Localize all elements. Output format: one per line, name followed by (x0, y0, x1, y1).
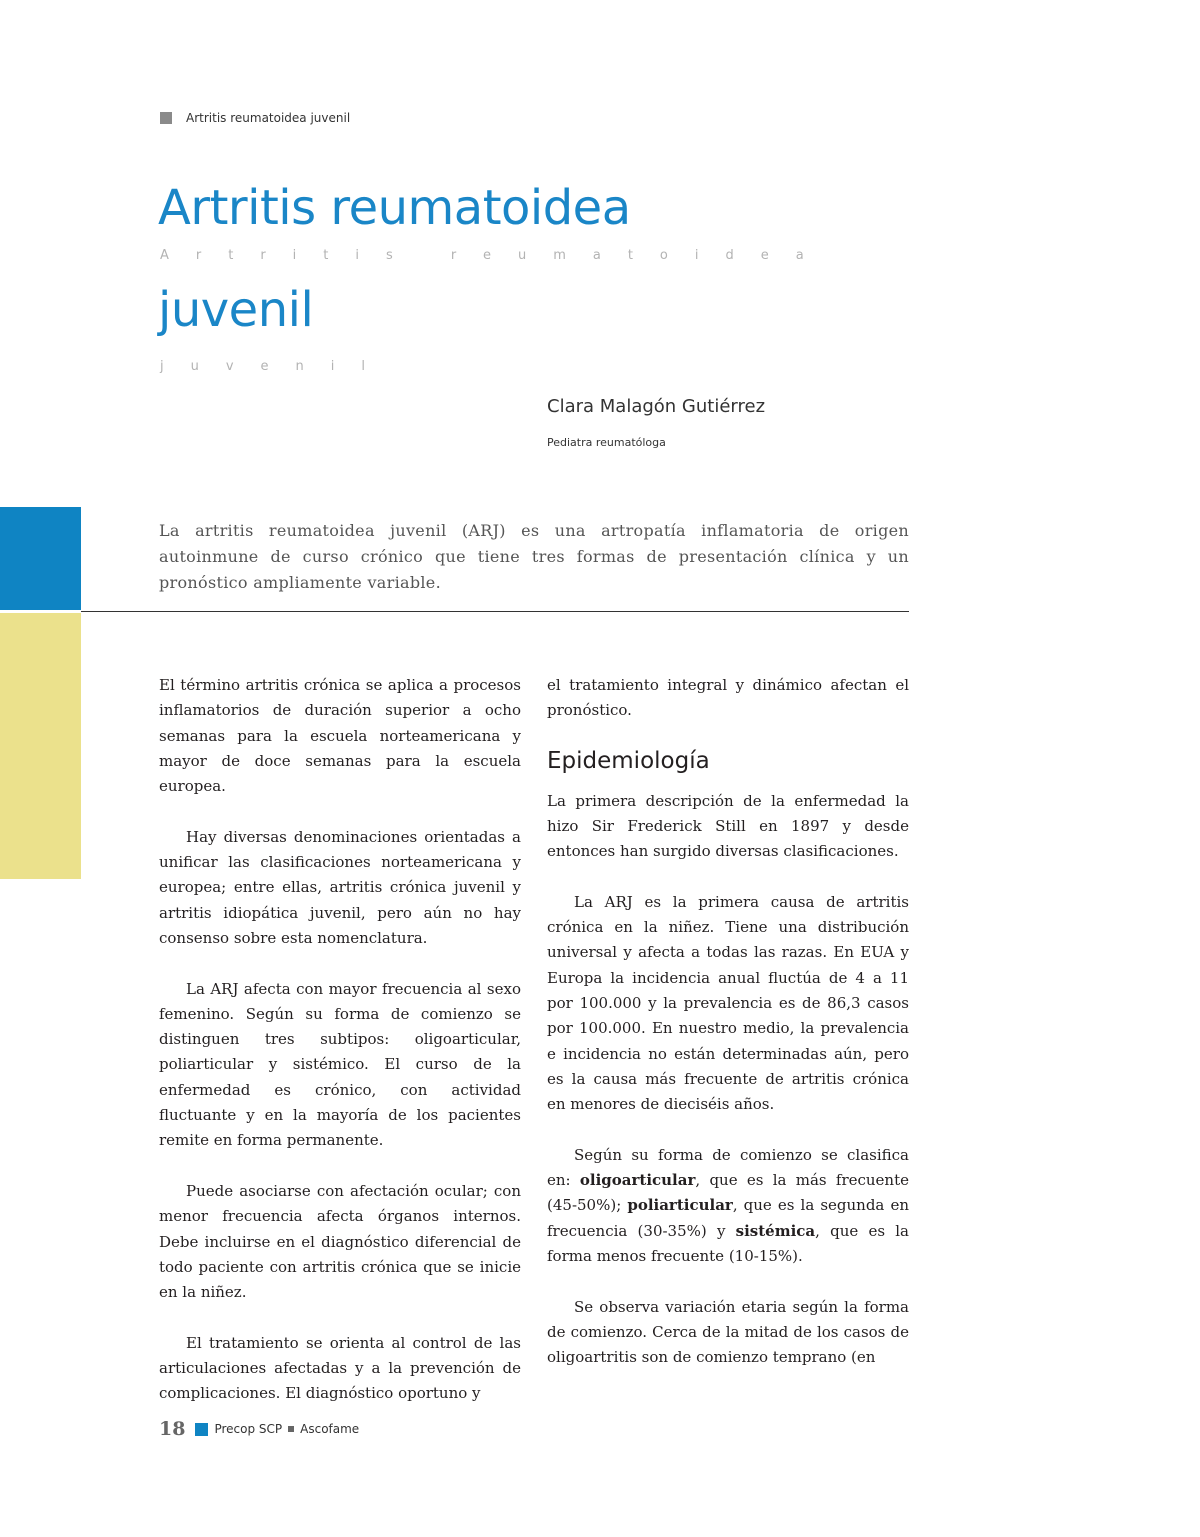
paragraph: La ARJ afecta con mayor frecuencia al sexo femenino. Según su forma de comienzo se distinguen tres subtipos: oligoarticular, poliarticular y sistémico. El curso de la enfermedad es crónico, con actividad fluctuante y en la mayoría de los pacientes remite en forma permanente. (159, 979, 521, 1150)
author-name: Clara Malagón Gutiérrez (547, 396, 766, 417)
right-column (547, 673, 909, 1370)
publication-name: Precop SCP (214, 1422, 283, 1436)
text-run: , que es la forma menos frecuente (10-15%). (547, 1221, 909, 1265)
article-title-line1-ghost: Artritis reumatoidea (160, 248, 831, 263)
footer (159, 1418, 359, 1440)
term-oligoarticular: oligoarticular (579, 1171, 696, 1190)
side-bar-yellow (0, 613, 81, 879)
text-run: Según su forma de comienzo se clasifica en: (547, 1145, 909, 1190)
paragraph: El término artritis crónica se aplica a procesos inflamatorios de duración superior a ocho semanas para la escuela norteamericana y mayor de doce semanas para la escuela europea. (159, 676, 521, 796)
page-number: 18 (159, 1418, 186, 1440)
paragraph: Puede asociarse con afectación ocular; con menor frecuencia afecta órganos internos. Debe incluirse en el diagnóstico diferencial de todo paciente con artritis crónica que se inicie en la niñez. (159, 1181, 521, 1302)
term-poliarticular: poliarticular (627, 1196, 733, 1215)
grey-square-icon (160, 112, 172, 124)
paragraph: La ARJ es la primera causa de artritis crónica en la niñez. Tiene una distribución universal y afecta a todas las razas. En EUA y Europa la incidencia anual fluctúa de 4 a 11 por 100.000 y la prevalencia es de 86,3 casos por 100.000. En nuestro medio, la prevalencia e incidencia no están determinadas aún, pero es la causa más frecuente de artritis crónica en menores de dieciséis años. (547, 892, 909, 1114)
divider (81, 611, 909, 612)
left-column (159, 673, 521, 1407)
paragraph: Hay diversas denominaciones orientadas a unificar las clasificaciones norteamericana y europea; entre ellas, artritis crónica juvenil y artritis idiopática juvenil, pero aún no hay consenso sobre esta nomenclatura. (159, 827, 521, 947)
term-sistemica: sistémica (735, 1221, 816, 1240)
running-head (160, 110, 350, 126)
blue-square-icon (195, 1423, 208, 1436)
small-square-icon (288, 1426, 294, 1432)
side-bar-blue (0, 507, 81, 610)
author-role: Pediatra reumatóloga (547, 436, 666, 449)
article-title-line2-ghost: juvenil (160, 359, 393, 374)
text-run: , que es la más frecuente (45-50%); (547, 1171, 909, 1215)
article-title-line1: Artritis reumatoidea (158, 180, 631, 236)
paragraph: Se observa variación etaria según la forma de comienzo. Cerca de la mitad de los casos de oligoartritis son de comienzo temprano (en (547, 1297, 909, 1367)
article-title-line2: juvenil (158, 282, 314, 338)
paragraph: La primera descripción de la enfermedad la hizo Sir Frederick Still en 1897 y desde entonces han surgido diversas clasificaciones. (547, 791, 909, 861)
text-run: , que es la segunda en frecuencia (30-35%) y (547, 1196, 909, 1240)
section-heading-epidemiologia: Epidemiología (547, 747, 710, 774)
organization-name: Ascofame (300, 1422, 360, 1436)
abstract: La artritis reumatoidea juvenil (ARJ) es una artropatía inflamatoria de origen autoinmune de curso crónico que tiene tres formas de presentación clínica y un pronóstico ampliamente variable. (159, 521, 909, 592)
paragraph: el tratamiento integral y dinámico afectan el pronóstico. (547, 676, 909, 720)
running-head-text: Artritis reumatoidea juvenil (186, 111, 351, 125)
paragraph: El tratamiento se orienta al control de las articulaciones afectadas y a la prevención de complicaciones. El diagnóstico oportuno y (159, 1333, 521, 1403)
paragraph-classification (547, 1143, 909, 1269)
